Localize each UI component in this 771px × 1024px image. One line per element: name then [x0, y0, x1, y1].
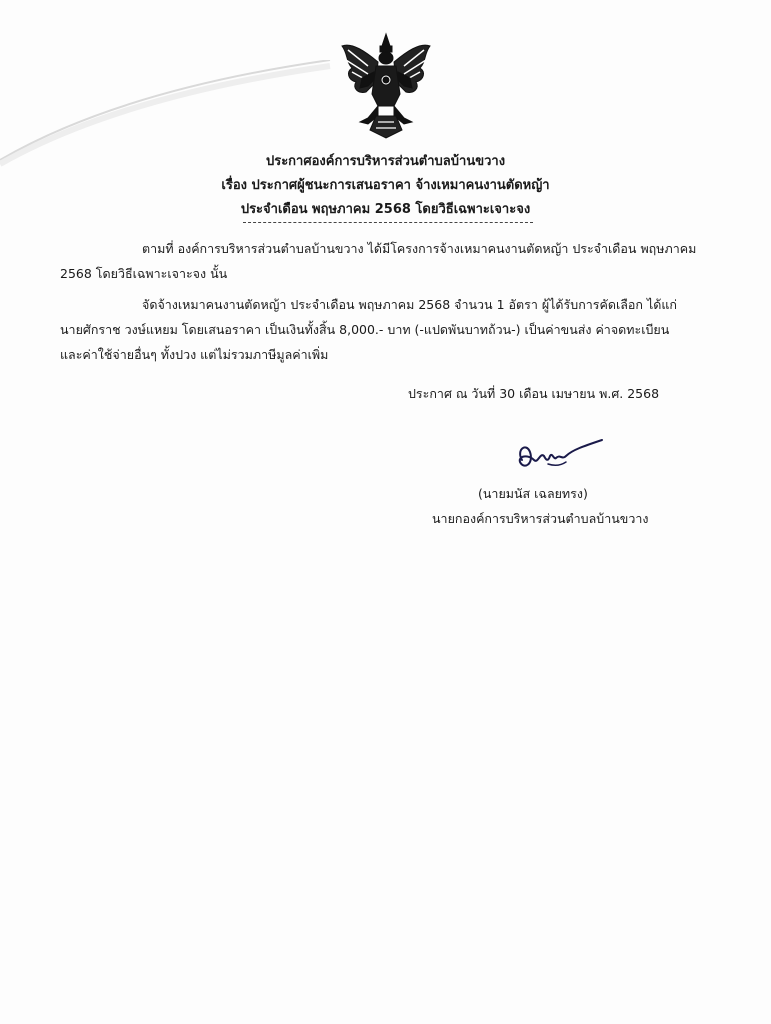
paragraph-1-line-1: ตามที่ องค์การบริหารส่วนตำบลบ้านขวาง ได้มีโครงการจ้างเหมาคนงานตัดหญ้า ประจำเดือน พฤษภาคม: [142, 241, 697, 256]
announcement-date: ประกาศ ณ วันที่ 30 เดือน เมษายน พ.ศ. 2568: [408, 386, 660, 401]
garuda-emblem-icon: [338, 32, 434, 140]
heading-line-1: ประกาศองค์การบริหารส่วนตำบลบ้านขวาง: [265, 154, 506, 169]
paragraph-1: [60, 236, 700, 286]
heading-line-3: ประจำเดือน พฤษภาคม 2568 โดยวิธีเฉพาะเจาะจง: [240, 202, 531, 217]
heading-divider: [243, 222, 533, 223]
paragraph-1-line-2: 2568 โดยวิธีเฉพาะเจาะจง นั้น: [60, 266, 228, 281]
paragraph-2-line-3: และค่าใช้จ่ายอื่นๆ ทั้งปวง แต่ไม่รวมภาษีมูลค่าเพิ่ม: [60, 347, 329, 362]
paragraph-2: [60, 292, 700, 367]
paragraph-2-line-1: จัดจ้างเหมาคนงานตัดหญ้า ประจำเดือน พฤษภาคม 2568 จำนวน 1 อัตรา ผู้ได้รับการคัดเลือก ได้แก่: [142, 297, 677, 312]
paragraph-2-line-2: นายศักราช วงษ์แหยม โดยเสนอราคา เป็นเงินทั้งสิ้น 8,000.- บาท (-แปดพันบาทถ้วน-) เป็นค่าขนส่ง ค่าจดทะเบียน: [60, 322, 670, 337]
heading-line-2: เรื่อง ประกาศผู้ชนะการเสนอราคา จ้างเหมาคนงานตัดหญ้า: [221, 178, 550, 193]
signer-title: นายกองค์การบริหารส่วนตำบลบ้านขวาง: [432, 511, 649, 526]
signature-image: [508, 430, 608, 480]
signer-name: (นายมนัส เฉลยทรง): [478, 486, 588, 501]
document-heading: [0, 150, 771, 222]
